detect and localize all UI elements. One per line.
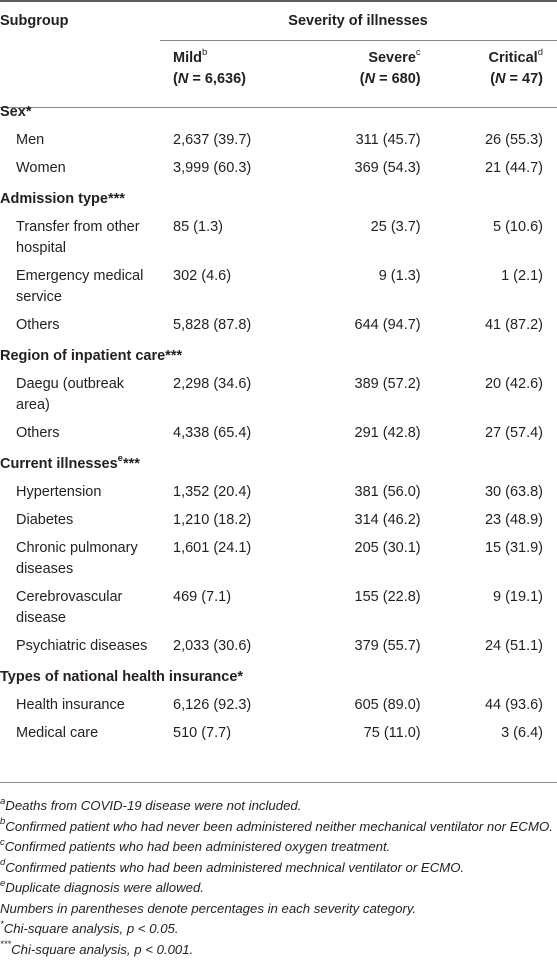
critical-cell: 26 (55.3)	[484, 132, 543, 148]
mild-cell: 4,338 (65.4)	[173, 425, 252, 441]
mild-cell: 1,601 (24.1)	[173, 540, 252, 556]
mild-cell: 85 (1.3)	[173, 219, 223, 235]
row-label: Diabetes	[16, 512, 74, 528]
severe-header: Severe$^c$ (N = 680)	[359, 47, 421, 87]
mild-header: Mild$^b$ (N = 6,636)	[173, 47, 246, 87]
critical-cell: 3 (6.4)	[501, 725, 543, 741]
critical-cell: 5 (10.6)	[493, 219, 543, 235]
table-bottom-rule	[0, 782, 557, 783]
mild-cell: 302 (4.6)	[173, 268, 232, 284]
significance-mark: *	[237, 669, 244, 685]
footnote: $^e$Duplicate diagnosis were allowed.	[0, 877, 204, 895]
section-title: Sex	[0, 104, 26, 120]
footnote: *Chi-square analysis, p < 0.05.	[0, 918, 179, 936]
mild-cell: 1,210 (18.2)	[173, 512, 252, 528]
footnote: ***Chi-square analysis, p < 0.001.	[0, 939, 194, 957]
table-row	[0, 420, 557, 448]
severe-n: (N = 680)	[359, 71, 421, 87]
critical-cell: 15 (31.9)	[484, 540, 543, 556]
table-row	[0, 692, 557, 720]
severe-cell: 381 (56.0)	[354, 484, 421, 500]
severe-cell: 369 (54.3)	[354, 160, 421, 176]
critical-header: Critical$^d$ (N = 47)	[488, 47, 543, 87]
critical-cell: 41 (87.2)	[484, 317, 543, 333]
row-label: Psychiatric diseases	[16, 638, 148, 654]
mild-n: (N = 6,636)	[173, 71, 246, 87]
table-row	[0, 214, 557, 263]
row-label: Men	[16, 132, 45, 148]
section-title: Region of inpatient care	[0, 348, 166, 364]
section-header	[0, 448, 557, 479]
severe-cell: 25 (3.7)	[370, 219, 421, 235]
severe-cell: 605 (89.0)	[354, 697, 421, 713]
mild-cell: 2,033 (30.6)	[173, 638, 252, 654]
severe-cell: 644 (94.7)	[354, 317, 421, 333]
table-row	[0, 155, 557, 183]
severe-cell: 314 (46.2)	[354, 512, 421, 528]
header-row-1	[0, 2, 557, 40]
section-header	[0, 96, 557, 127]
critical-cell: 20 (42.6)	[484, 376, 543, 392]
severe-cell: 311 (45.7)	[355, 132, 421, 148]
section-title: Types of national health insurance	[0, 669, 238, 685]
critical-cell: 21 (44.7)	[484, 160, 543, 176]
critical-cell: 30 (63.8)	[484, 484, 543, 500]
table-row	[0, 127, 557, 155]
header-row-2	[0, 40, 557, 96]
footnotes	[0, 796, 557, 960]
footnote: $^a$Deaths from COVID-19 disease were not included.	[0, 795, 302, 813]
row-label: Medical care	[16, 725, 99, 741]
section-header	[0, 661, 557, 692]
row-label: Chronic pulmonary diseases	[16, 540, 138, 577]
section-title: Current illnesses	[0, 456, 118, 472]
mild-cell: 2,298 (34.6)	[173, 376, 252, 392]
mild-cell: 6,126 (92.3)	[173, 697, 252, 713]
significance-mark: ***	[107, 191, 125, 207]
section-header	[0, 183, 557, 214]
severe-cell: 205 (30.1)	[354, 540, 421, 556]
significance-mark: *	[25, 104, 32, 120]
critical-cell: 23 (48.9)	[484, 512, 543, 528]
severe-cell: 155 (22.8)	[354, 589, 421, 605]
critical-cell: 9 (19.1)	[493, 589, 543, 605]
footnote: Numbers in parentheses denote percentages in each severity category.	[0, 900, 417, 916]
table-row	[0, 584, 557, 633]
mild-cell: 3,999 (60.3)	[173, 160, 252, 176]
table-row	[0, 507, 557, 535]
table-row	[0, 633, 557, 661]
severe-cell: 75 (11.0)	[363, 725, 421, 741]
significance-mark: ***	[165, 348, 183, 364]
table-row	[0, 312, 557, 340]
footnote: $^d$Confirmed patients who had been administered mechnical ventilator or ECMO.	[0, 857, 465, 875]
section-title: Admission type	[0, 191, 108, 207]
mild-cell: 510 (7.7)	[173, 725, 232, 741]
critical-cell: 24 (51.1)	[484, 638, 543, 654]
table-row	[0, 371, 557, 420]
critical-cell: 27 (57.4)	[484, 425, 543, 441]
mild-cell: 469 (7.1)	[173, 589, 232, 605]
mild-cell: 2,637 (39.7)	[173, 132, 252, 148]
section-footnote-mark: e	[117, 453, 123, 465]
critical-cell: 1 (2.1)	[501, 268, 543, 284]
table-row	[0, 535, 557, 584]
severe-cell: 379 (55.7)	[354, 638, 421, 654]
row-label: Emergency medical service	[16, 268, 144, 305]
row-label: Others	[16, 425, 60, 441]
data-table	[0, 2, 557, 748]
table-row	[0, 720, 557, 748]
critical-n: (N = 47)	[490, 71, 543, 87]
severity-header: Severity of illnesses	[288, 12, 428, 29]
severe-cell: 9 (1.3)	[378, 268, 421, 284]
table-row	[0, 263, 557, 312]
row-label: Cerebrovascular disease	[16, 589, 123, 626]
critical-cell: 44 (93.6)	[484, 697, 543, 713]
subgroup-header: Subgroup	[0, 12, 69, 29]
significance-mark: ***	[122, 456, 140, 472]
row-label: Women	[16, 160, 66, 176]
severe-cell: 291 (42.8)	[354, 425, 421, 441]
table-row	[0, 479, 557, 507]
section-header	[0, 340, 557, 371]
row-label: Daegu (outbreak area)	[16, 376, 125, 413]
footnote: $^c$Confirmed patients who had been administered oxygen treatment.	[0, 836, 391, 854]
row-label: Others	[16, 317, 60, 333]
row-label: Hypertension	[16, 484, 102, 500]
severe-cell: 389 (57.2)	[354, 376, 421, 392]
mild-cell: 5,828 (87.8)	[173, 317, 252, 333]
footnote: $^b$Confirmed patient who had never been administered neither mechanical ventilator nor ECMO.	[0, 816, 553, 834]
mild-cell: 1,352 (20.4)	[173, 484, 252, 500]
row-label: Transfer from other hospital	[16, 219, 140, 256]
row-label: Health insurance	[16, 697, 125, 713]
